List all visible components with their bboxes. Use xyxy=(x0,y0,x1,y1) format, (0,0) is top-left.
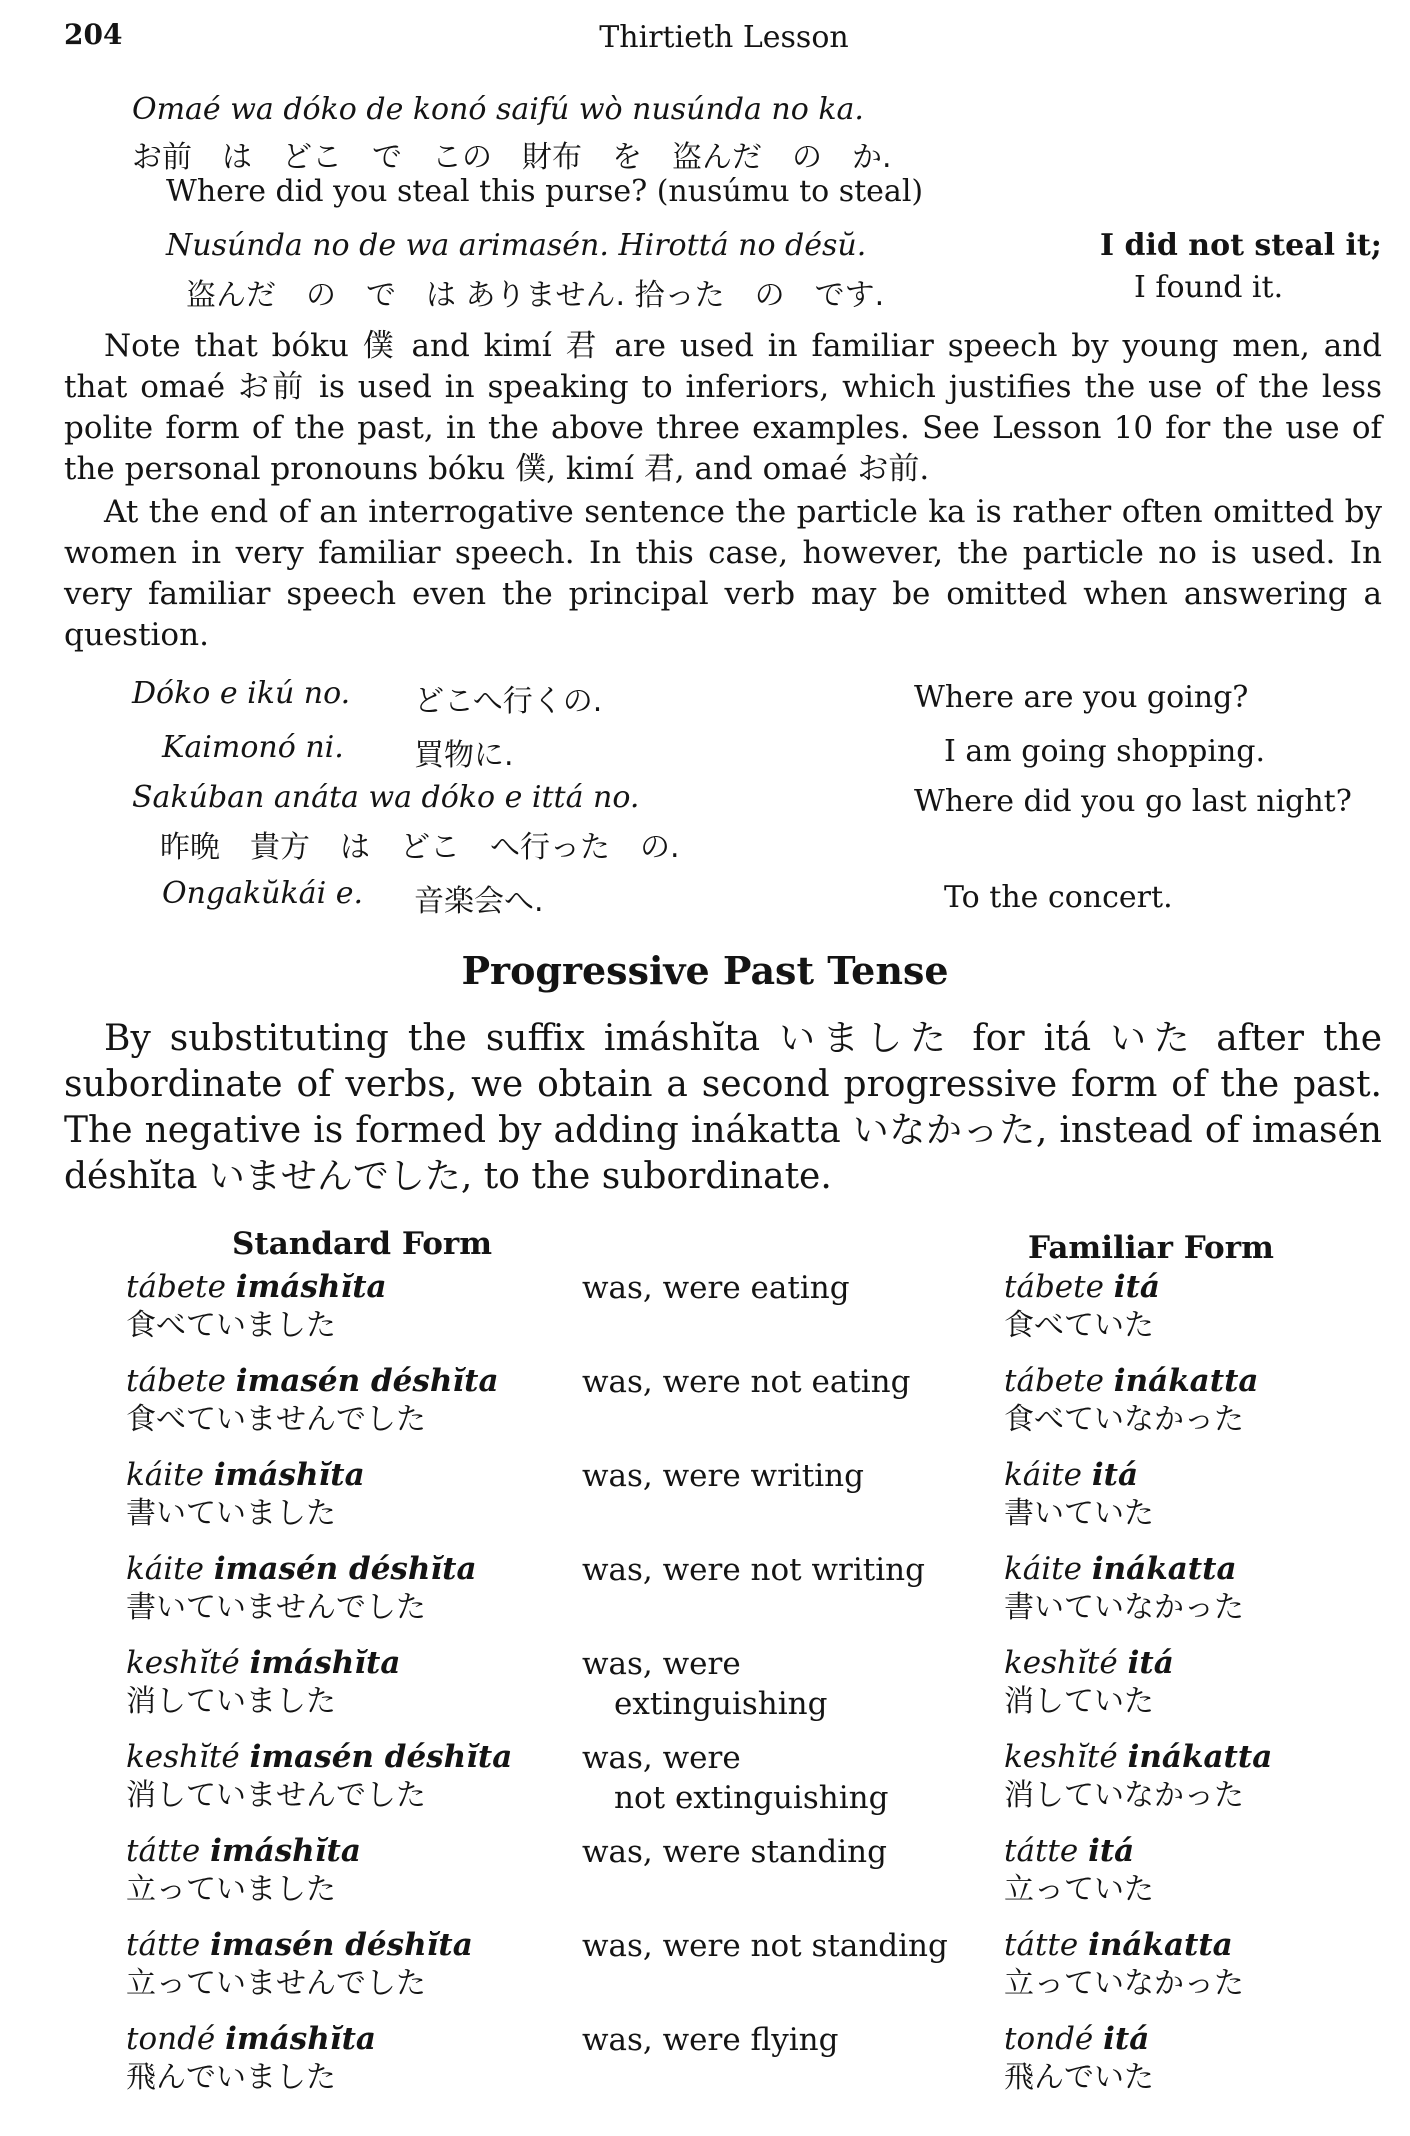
standard-stem: keshĭté xyxy=(126,1645,240,1681)
standard-form-cell xyxy=(126,1362,499,1440)
standard-stem: tábete xyxy=(126,1363,226,1399)
standard-suffix: imáshĭta xyxy=(235,1269,387,1305)
familiar-kana: 消していなかった xyxy=(1004,1778,1244,1813)
standard-kana: 消していました xyxy=(126,1684,336,1719)
standard-suffix: imáshĭta xyxy=(210,1833,361,1869)
meaning-cell xyxy=(582,1926,948,1966)
familiar-suffix: itá xyxy=(1113,1269,1160,1305)
standard-form-cell xyxy=(126,1456,365,1534)
section-title: Progressive Past Tense xyxy=(461,948,949,993)
example-1-kana: お前 は どこ で この 財布 を 盗んだ の か. xyxy=(132,140,892,175)
table-row xyxy=(0,1738,1410,1832)
table-row xyxy=(0,1832,1410,1926)
example-2-kana: 盗んだ の で は ありません. 拾った の です. xyxy=(186,278,885,313)
standard-suffix: imáshĭta xyxy=(249,1645,401,1681)
meaning-cell xyxy=(582,1362,910,1402)
familiar-stem: tondé xyxy=(1004,2021,1094,2057)
familiar-kana: 書いていなかった xyxy=(1004,1590,1244,1625)
standard-kana: 立っていませんでした xyxy=(126,1966,426,2001)
familiar-suffix: inákatta xyxy=(1127,1739,1273,1775)
standard-kana: 書いていませんでした xyxy=(126,1590,426,1625)
standard-form-cell xyxy=(126,1926,473,2004)
familiar-suffix: inákatta xyxy=(1088,1927,1233,1963)
standard-stem: keshĭté xyxy=(126,1739,240,1775)
meaning-line-1: was, were not writing xyxy=(582,1552,925,1588)
familiar-kana: 消していた xyxy=(1004,1684,1154,1719)
meaning-cell xyxy=(582,2020,838,2060)
meaning-cell xyxy=(582,1644,828,1724)
familiar-stem: keshĭté xyxy=(1004,1739,1118,1775)
example-1-romaji: Omaé wa dóko de konó saifú wò nusúnda no ka. xyxy=(132,92,864,127)
familiar-form-cell xyxy=(1004,1268,1160,1346)
dialogue-2-kana: 買物に. xyxy=(414,738,514,773)
meaning-cell xyxy=(582,1738,888,1818)
header-standard-form: Standard Form xyxy=(232,1226,493,1262)
meaning-cell xyxy=(582,1268,850,1308)
table-row xyxy=(0,1268,1410,1362)
standard-kana: 立っていました xyxy=(126,1872,336,1907)
standard-stem: káite xyxy=(126,1457,204,1493)
familiar-form-cell xyxy=(1004,1644,1174,1722)
table-row xyxy=(0,1550,1410,1644)
example-2-romaji: Nusúnda no de wa arimasén. Hirottá no désŭ. xyxy=(166,228,867,263)
familiar-form-cell xyxy=(1004,1362,1259,1440)
familiar-form-cell xyxy=(1004,1832,1154,1910)
familiar-stem: tátte xyxy=(1004,1927,1079,1963)
dialogue-2-romaji: Kaimonó ni. xyxy=(162,730,344,765)
table-row xyxy=(0,2020,1410,2114)
meaning-line-1: was, were not eating xyxy=(582,1364,911,1400)
familiar-kana: 飛んでいた xyxy=(1004,2060,1154,2095)
familiar-form-cell xyxy=(1004,1926,1244,2004)
table-row xyxy=(0,1644,1410,1738)
standard-stem: tátte xyxy=(126,1927,201,1963)
standard-form-cell xyxy=(126,1644,400,1722)
standard-kana: 書いていました xyxy=(126,1496,336,1531)
standard-stem: káite xyxy=(126,1551,204,1587)
standard-suffix: imasén déshĭta xyxy=(249,1739,513,1775)
familiar-suffix: itá xyxy=(1091,1457,1139,1493)
table-row xyxy=(0,1456,1410,1550)
meaning-line-1: was, were eating xyxy=(582,1270,850,1306)
table-row xyxy=(0,1926,1410,2020)
meaning-cell xyxy=(582,1456,864,1496)
familiar-suffix: itá xyxy=(1088,1833,1135,1869)
paragraph-interrogative: At the end of an interrogative sentence the particle ka is rather often omitted by women in very familiar speech. In this case, however, the particle no is used. In very familiar speech even the principal verb may be omitted when answering a question. xyxy=(64,494,1382,653)
example-1-translation: Where did you steal this purse? (nusúmu to steal) xyxy=(166,174,924,209)
example-2-translation-a: I did not steal it; xyxy=(1100,228,1382,263)
familiar-stem: tábete xyxy=(1004,1363,1104,1399)
familiar-kana: 食べていなかった xyxy=(1004,1402,1244,1437)
familiar-stem: tábete xyxy=(1004,1269,1104,1305)
dialogue-2-english: I am going shopping. xyxy=(944,734,1266,769)
dialogue-1-english: Where are you going? xyxy=(914,680,1249,715)
familiar-form-cell xyxy=(1004,1456,1154,1534)
meaning-line-1: was, were xyxy=(582,1740,741,1776)
dialogue-1-kana: どこへ行くの. xyxy=(414,684,603,719)
dialogue-4-english: To the concert. xyxy=(944,880,1173,915)
dialogue-4-kana: 音楽会へ. xyxy=(414,884,544,919)
standard-form-cell xyxy=(126,1268,387,1346)
standard-kana: 消していませんでした xyxy=(126,1778,426,1813)
header-familiar-form: Familiar Form xyxy=(1028,1230,1274,1266)
standard-suffix: imasén déshĭta xyxy=(210,1927,473,1963)
familiar-form-cell xyxy=(1004,1550,1244,1628)
familiar-suffix: inákatta xyxy=(1113,1363,1259,1399)
familiar-suffix: itá xyxy=(1127,1645,1174,1681)
dialogue-3-english: Where did you go last night? xyxy=(914,784,1352,819)
dialogue-4-romaji: Ongakŭkái e. xyxy=(162,876,363,911)
meaning-cell xyxy=(582,1550,925,1590)
familiar-kana: 食べていた xyxy=(1004,1308,1154,1343)
running-title: Thirtieth Lesson xyxy=(599,20,849,55)
page-number: 204 xyxy=(64,18,123,51)
table-row xyxy=(0,1362,1410,1456)
meaning-line-1: was, were writing xyxy=(582,1458,864,1494)
meaning-line-1: was, were flying xyxy=(582,2022,839,2058)
dialogue-1-romaji: Dóko e ikú no. xyxy=(132,676,351,711)
familiar-kana: 書いていた xyxy=(1004,1496,1154,1531)
familiar-suffix: inákatta xyxy=(1091,1551,1237,1587)
standard-suffix: imáshĭta xyxy=(225,2021,376,2057)
standard-suffix: imasén déshĭta xyxy=(235,1363,499,1399)
paragraph-note: Note that bóku 僕 and kimí 君 are used in familiar speech by young men, and that omaé お前 is used in speaking to inferiors, which justifies the use of the less polite form of the past, in the above three examples. See Lesson 10 for the use of the personal pronouns bóku 僕, kimí 君, and omaé お前. xyxy=(64,328,1382,487)
standard-kana: 食べていました xyxy=(126,1308,336,1343)
standard-form-cell xyxy=(126,1738,512,1816)
familiar-kana: 立っていなかった xyxy=(1004,1966,1244,2001)
familiar-stem: keshĭté xyxy=(1004,1645,1118,1681)
standard-stem: tátte xyxy=(126,1833,201,1869)
standard-stem: tondé xyxy=(126,2021,216,2057)
meaning-line-1: was, were not standing xyxy=(582,1928,948,1964)
familiar-suffix: itá xyxy=(1103,2021,1150,2057)
dialogue-3-romaji: Sakúban anáta wa dóko e ittá no. xyxy=(132,780,640,815)
meaning-line-1: was, were xyxy=(582,1646,741,1682)
familiar-form-cell xyxy=(1004,1738,1272,1816)
standard-form-cell xyxy=(126,2020,376,2098)
standard-suffix: imasén déshĭta xyxy=(213,1551,477,1587)
meaning-line-2: extinguishing xyxy=(614,1686,828,1722)
dialogue-3-kana: 昨晩 貴方 は どこ へ行った の. xyxy=(160,830,680,865)
meaning-cell xyxy=(582,1832,887,1872)
page-header xyxy=(64,18,1384,58)
familiar-stem: káite xyxy=(1004,1457,1082,1493)
familiar-form-cell xyxy=(1004,2020,1154,2098)
standard-form-cell xyxy=(126,1832,361,1910)
standard-kana: 食べていませんでした xyxy=(126,1402,426,1437)
familiar-stem: tátte xyxy=(1004,1833,1079,1869)
standard-form-cell xyxy=(126,1550,477,1628)
standard-suffix: imáshĭta xyxy=(213,1457,365,1493)
standard-kana: 飛んでいました xyxy=(126,2060,336,2095)
example-2-translation-b: I found it. xyxy=(1134,270,1284,305)
meaning-line-2: not extinguishing xyxy=(614,1780,889,1816)
meaning-line-1: was, were standing xyxy=(582,1834,887,1870)
section-intro: By substituting the suffix imáshĭta いました for itá いた after the subordinate of verbs, we obtain a second progressive form of the past. The negative is formed by adding inákatta いなかった, instead of imasén déshĭta いませんでした, to the subordinate. xyxy=(64,1018,1382,1197)
familiar-stem: káite xyxy=(1004,1551,1082,1587)
familiar-kana: 立っていた xyxy=(1004,1872,1154,1907)
standard-stem: tábete xyxy=(126,1269,226,1305)
